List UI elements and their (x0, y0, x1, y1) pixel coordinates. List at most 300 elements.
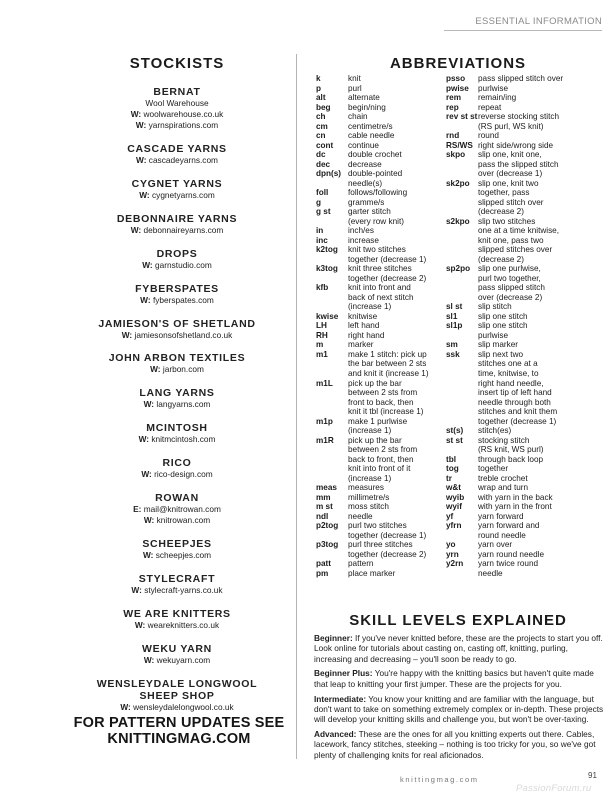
abbreviation-row (316, 160, 462, 170)
stockist-name: WENSLEYDALE LONGWOOL SHEEP SHOP (96, 678, 258, 703)
abbreviation-term: in (316, 226, 324, 236)
stockist-contact[interactable] (66, 655, 288, 666)
abbreviation-term (446, 417, 478, 427)
abbreviation-term: sl st (446, 302, 463, 312)
abbreviation-row (446, 483, 606, 493)
abbreviation-term (446, 331, 478, 341)
stockist-name: CASCADE YARNS (127, 142, 227, 155)
abbreviation-term (316, 550, 348, 560)
abbreviation-term (316, 388, 348, 398)
abbreviation-term (446, 255, 478, 265)
stockist-entry (66, 213, 288, 236)
abbreviation-term: dc (316, 150, 326, 160)
abbreviation-definition: together, pass (478, 188, 530, 198)
stockist-name: STYLECRAFT (138, 573, 216, 586)
abbreviation-definition: pass slipped stitch over (478, 74, 564, 83)
abbreviation-term: m (316, 340, 324, 350)
abbreviation-row (446, 426, 606, 436)
abbreviation-definition: slipped stitch over (478, 197, 544, 207)
contact-value: wekuyarn.com (156, 655, 211, 666)
abbreviation-definition: double crochet (348, 150, 402, 160)
abbreviation-row (316, 236, 462, 246)
abbreviation-term (446, 369, 478, 379)
abbreviation-term: w&t (446, 483, 462, 493)
contact-label: W: (130, 224, 142, 235)
contact-value: fyberspates.com (152, 294, 214, 305)
abbreviation-row (316, 283, 462, 293)
abbreviation-term (316, 369, 348, 379)
abbreviation-row (446, 350, 606, 360)
contact-value: cascadeyarns.com (148, 154, 218, 165)
abbreviation-term: yf (446, 511, 454, 521)
abbreviation-definition: knit into front of it (348, 464, 411, 474)
abbreviation-definition: yarn forward and (478, 521, 540, 531)
contact-label: W: (138, 434, 150, 445)
abbreviation-row (446, 302, 606, 312)
contact-label: W: (140, 294, 151, 305)
abbreviation-term: kfb (316, 283, 329, 293)
abbreviation-row (316, 502, 462, 512)
abbreviation-definition: one at a time knitwise, (478, 226, 560, 236)
abbreviation-definition: (RS knit, WS purl) (478, 445, 544, 455)
abbreviation-term (316, 255, 348, 265)
abbreviation-term: tbl (446, 454, 457, 464)
abbreviation-row (316, 340, 462, 350)
contact-label: W: (131, 585, 142, 596)
abbreviation-definition: purl two stitches (348, 521, 407, 531)
abbreviation-definition: purl two together, (478, 273, 541, 283)
abbreviation-definition: inch/es (348, 226, 374, 236)
abbreviation-definition: pick up the bar (348, 435, 402, 445)
abbreviation-definition: (every row knit) (348, 216, 404, 226)
stockist-name: ROWAN (155, 492, 199, 505)
abbreviation-definition: together (decrease 1) (478, 416, 557, 426)
abbreviation-definition: moss stitch (348, 502, 389, 512)
stockist-contact[interactable] (66, 109, 288, 120)
abbreviation-term: p3tog (316, 540, 339, 550)
abbreviation-row (316, 569, 462, 579)
abbreviation-term (316, 407, 348, 417)
abbreviation-definition: make 1 stitch: pick up (348, 349, 427, 359)
page-number: 91 (588, 771, 597, 780)
skill-level-description: You know your knitting and are familiar with the language, but don't want to take on something extremely complex or in-depth. These projects will develop your knitting skills and challenge you, but won't be over-taxing. (314, 693, 604, 725)
abbreviation-term (316, 217, 348, 227)
stockist-entry (66, 387, 288, 410)
abbreviation-definition: slip one stitch (478, 321, 528, 331)
abbreviation-row (316, 321, 462, 331)
abbreviation-definition: back to front, then (348, 454, 414, 464)
abbreviation-term: pwise (446, 83, 469, 93)
abbreviation-definition: yarn twice round (478, 559, 539, 569)
abbreviation-definition: with yarn in the front (478, 502, 552, 512)
abbreviation-term: skpo (446, 150, 466, 160)
abbreviation-term (316, 179, 348, 189)
stockist-name: MCINTOSH (146, 422, 208, 435)
abbreviation-term: meas (316, 483, 337, 493)
stockist-entry (66, 283, 288, 306)
stockist-name: JAMIESON'S OF SHETLAND (98, 317, 256, 330)
abbreviation-term: k2tog (316, 245, 338, 255)
abbreviation-term: tr (446, 473, 452, 483)
abbreviation-row (316, 493, 462, 503)
abbreviation-term (446, 388, 478, 398)
abbreviation-term (446, 169, 478, 179)
stockist-contact[interactable] (66, 620, 288, 631)
abbreviation-row (316, 464, 462, 474)
stockist-contact[interactable] (66, 225, 288, 236)
abbreviation-definition: together (478, 464, 509, 474)
abbreviation-row (316, 179, 462, 189)
contact-value: langyarns.com (156, 399, 211, 410)
skill-level-name: Advanced: (314, 729, 357, 740)
abbreviation-row (446, 274, 606, 284)
abbreviations-title: ABBREVIATIONS (389, 55, 527, 72)
pattern-updates-note (48, 715, 310, 747)
abbreviation-term: RH (316, 330, 328, 340)
page-footer-url: knittingmag.com (400, 775, 479, 784)
abbreviation-definition: purl three stitches (348, 540, 413, 550)
contact-label: W: (143, 399, 155, 410)
abbreviation-row (316, 302, 462, 312)
abbreviation-term: m1L (316, 378, 333, 388)
abbreviation-definition: over (decrease 1) (478, 169, 543, 179)
skill-level-paragraph (314, 668, 604, 689)
abbreviation-row (446, 112, 606, 122)
contact-value: rico-design.com (154, 469, 213, 480)
contact-label: W: (134, 620, 146, 631)
stockist-contact[interactable] (66, 98, 288, 109)
abbreviation-definition: knit one, pass two (478, 235, 544, 245)
abbreviation-term: rem (446, 93, 462, 103)
stockist-name: RICO (162, 457, 192, 470)
section-label: ESSENTIAL INFORMATION (444, 16, 602, 31)
skill-level-description: These are the ones for all you knitting experts out there. Cables, lacework, fancy stitches, steeking – nothing is too tricky for you, so we've got plenty of challenging knits for real aficionados. (314, 729, 596, 760)
abbreviation-definition: slip one purlwise, (478, 264, 541, 274)
abbreviation-term (446, 359, 478, 369)
abbreviation-row (316, 312, 462, 322)
abbreviation-definition: millimetre/s (348, 492, 390, 502)
abbreviation-term: RS/WS (446, 140, 473, 150)
abbreviation-row (316, 74, 462, 84)
abbreviation-row (446, 512, 606, 522)
abbreviation-term: wyib (446, 492, 465, 502)
abbreviation-term: k (316, 74, 321, 83)
skill-level-paragraph (314, 729, 604, 760)
abbreviation-row (446, 559, 606, 569)
abbreviation-row (316, 426, 462, 436)
abbreviation-term: m1p (316, 416, 333, 426)
skill-levels-title: SKILL LEVELS EXPLAINED (349, 612, 567, 629)
abbreviation-row (316, 369, 462, 379)
abbreviation-definition: right hand (348, 330, 385, 340)
stockist-contact[interactable] (66, 120, 288, 131)
stockist-list (66, 86, 288, 713)
stockist-name: WE ARE KNITTERS (123, 608, 231, 621)
stockist-contact[interactable] (66, 469, 288, 480)
abbreviation-row (446, 84, 606, 94)
abbreviation-definition: stitches and knit them (478, 407, 558, 417)
abbreviation-row (446, 550, 606, 560)
abbreviation-row (316, 226, 462, 236)
abbreviation-row (446, 445, 606, 455)
abbreviation-row (316, 417, 462, 427)
abbreviation-definition: between 2 sts from (348, 388, 418, 398)
abbreviation-row (316, 150, 462, 160)
abbreviation-definition: (decrease 2) (478, 254, 524, 264)
contact-value: Wool Warehouse (145, 98, 209, 108)
abbreviation-row (446, 283, 606, 293)
abbreviation-definition: pick up the bar (348, 378, 402, 388)
abbreviation-term: psso (446, 74, 466, 83)
abbreviation-row (446, 540, 606, 550)
skill-level-name: Beginner Plus: (314, 668, 373, 679)
abbreviation-definition: needle (348, 511, 373, 521)
stockist-entry (66, 178, 288, 201)
abbreviation-row (446, 340, 606, 350)
abbreviation-definition: make 1 purlwise (348, 416, 408, 426)
abbreviation-term (446, 569, 478, 579)
abbreviation-definition: slip one stitch (478, 311, 528, 321)
abbreviation-definition: front to back, then (348, 397, 414, 407)
skill-level-description: If you've never knitted before, these are the projects to start you off. Look online for tutorials about casting on, casting off, knitting, purling, increasing and decreasing – you'll soon be ready to go. (314, 633, 603, 664)
contact-value: garnstudio.com (155, 259, 212, 270)
abbreviation-row (446, 388, 606, 398)
abbreviation-row (316, 141, 462, 151)
abbreviation-term: ch (316, 112, 326, 122)
stockist-entry (66, 86, 288, 130)
stockist-entry (66, 643, 288, 666)
abbreviation-row (316, 540, 462, 550)
abbreviation-row (316, 350, 462, 360)
abbreviation-definition: (increase 1) (348, 302, 392, 312)
abbreviation-term (316, 426, 348, 436)
abbreviation-term: sk2po (446, 178, 470, 188)
skill-levels-body (314, 633, 604, 765)
abbreviation-term (316, 455, 348, 465)
abbreviation-definition: time, knitwise, to (478, 368, 539, 378)
skill-level-name: Intermediate: (314, 693, 367, 704)
abbreviation-definition: double-pointed (348, 169, 403, 179)
abbreviation-definition: and knit it (increase 1) (348, 368, 429, 378)
abbreviation-row (446, 398, 606, 408)
stockist-name: JOHN ARBON TEXTILES (108, 352, 246, 365)
abbreviation-definition: knit it tbl (increase 1) (348, 407, 424, 417)
abbreviation-term: inc (316, 235, 328, 245)
abbreviation-definition: slip one, knit one, (478, 150, 542, 160)
abbreviation-row (446, 312, 606, 322)
abbreviation-definition: round needle (478, 530, 526, 540)
abbreviation-definition: together (decrease 2) (348, 549, 427, 559)
stockist-contact[interactable] (66, 585, 288, 596)
abbreviation-definition: wrap and turn (478, 483, 529, 493)
abbreviation-definition: continue (348, 140, 379, 150)
skill-level-description: You're happy with the knitting basics but haven't quite made that leap to knitting your first jumper. These are the projects for you. (314, 668, 594, 689)
contact-label: W: (143, 655, 155, 666)
stockist-name: DEBONNAIRE YARNS (116, 212, 238, 225)
abbreviation-definition: together (decrease 2) (348, 273, 427, 283)
abbreviation-definition: with yarn in the back (478, 492, 553, 502)
abbreviation-row (316, 293, 462, 303)
abbreviation-term (446, 207, 478, 217)
contact-label: W: (135, 119, 147, 130)
abbreviation-row (446, 141, 606, 151)
abbreviation-term: yrn (446, 549, 459, 559)
abbreviation-term: wyif (446, 502, 462, 512)
abbreviation-definition: purlwise (478, 330, 509, 340)
stockist-name: BERNAT (153, 86, 201, 98)
abbreviation-row (316, 436, 462, 446)
abbreviation-row (446, 464, 606, 474)
abbreviation-term (446, 160, 478, 170)
abbreviation-definition: measures (348, 483, 384, 493)
abbreviation-row (316, 122, 462, 132)
stockist-contact[interactable] (66, 155, 288, 166)
abbreviation-definition: slip one, knit two (478, 178, 539, 188)
stockist-contact[interactable] (66, 550, 288, 561)
abbreviation-term: sl1 (446, 311, 458, 321)
abbreviation-row (446, 369, 606, 379)
abbreviation-row (446, 122, 606, 132)
stockist-contact[interactable] (66, 504, 288, 515)
abbreviation-definition: reverse stocking stitch (478, 112, 559, 122)
stockist-contact[interactable] (66, 295, 288, 306)
stockist-contact[interactable] (66, 399, 288, 410)
abbreviation-definition: alternate (348, 93, 380, 103)
abbreviation-row (316, 445, 462, 455)
contact-value: debonnaireyarns.com (143, 224, 224, 235)
abbreviation-definition: slip marker (478, 340, 519, 350)
abbreviation-definition: the bar between 2 sts (348, 359, 427, 369)
abbreviation-term (316, 531, 348, 541)
abbreviation-definition: (increase 1) (348, 426, 392, 436)
abbreviation-definition: needle through both (478, 397, 551, 407)
contact-label: W: (130, 108, 142, 119)
abbreviation-row (316, 474, 462, 484)
stockist-contact[interactable] (66, 364, 288, 375)
abbreviation-row (316, 331, 462, 341)
abbreviation-term: sm (446, 340, 458, 350)
abbreviation-term: y2rn (446, 559, 464, 569)
abbreviation-row (446, 417, 606, 427)
abbreviation-term: rnd (446, 131, 460, 141)
abbreviation-term: ssk (446, 349, 460, 359)
stockist-entry (66, 248, 288, 271)
abbreviation-row (316, 359, 462, 369)
abbreviation-row (316, 131, 462, 141)
abbreviation-row (446, 264, 606, 274)
abbreviation-term: LH (316, 321, 327, 331)
stockist-entry (66, 538, 288, 561)
stockist-contact[interactable] (66, 515, 288, 526)
stockist-entry (66, 143, 288, 166)
stockist-name: SCHEEPJES (142, 538, 212, 551)
stockist-contact[interactable] (66, 260, 288, 271)
abbreviation-definition: knit into front and (348, 283, 411, 293)
abbreviation-term (316, 474, 348, 484)
abbreviation-term (446, 236, 478, 246)
abbreviation-definition: stitches one at a (478, 359, 538, 369)
abbreviation-term: p2tog (316, 521, 339, 531)
stockist-name: WEKU YARN (142, 643, 212, 656)
pattern-updates-line2: KNITTINGMAG.COM (107, 731, 251, 747)
abbreviation-row (446, 236, 606, 246)
abbreviation-definition: place marker (348, 568, 396, 578)
abbreviation-definition: garter stitch (348, 207, 391, 217)
abbreviation-row (316, 379, 462, 389)
abbreviation-definition: (decrease 2) (478, 207, 524, 217)
watermark: PassionForum.ru (516, 783, 592, 794)
abbreviation-term (446, 379, 478, 389)
abbreviation-definition: centimetre/s (348, 121, 393, 131)
abbreviation-row (316, 103, 462, 113)
stockist-contact[interactable] (66, 702, 288, 713)
stockist-contact[interactable] (66, 330, 288, 341)
abbreviation-term: pm (316, 568, 329, 578)
column-divider (296, 54, 297, 759)
abbreviation-term: rev st st (446, 112, 478, 122)
abbreviation-term (446, 188, 478, 198)
abbreviation-definition: (increase 1) (348, 473, 392, 483)
contact-label: W: (143, 515, 155, 526)
abbreviation-term (316, 359, 348, 369)
abbreviation-definition: purlwise (478, 83, 509, 93)
abbreviation-term (316, 464, 348, 474)
contact-label: W: (139, 189, 150, 200)
stockist-entry (66, 457, 288, 480)
abbreviation-row (316, 274, 462, 284)
abbreviation-row (446, 93, 606, 103)
abbreviation-definition: needle (478, 568, 503, 578)
abbreviation-definition: yarn over (478, 540, 513, 550)
stockist-contact[interactable] (66, 190, 288, 201)
abbreviation-row (446, 160, 606, 170)
abbreviation-row (446, 255, 606, 265)
abbreviation-term: alt (316, 93, 326, 103)
abbreviation-row (446, 150, 606, 160)
abbreviation-row (316, 245, 462, 255)
abbreviation-definition: begin/ning (348, 102, 386, 112)
abbreviation-term: ndl (316, 511, 329, 521)
abbreviation-term (446, 283, 478, 293)
abbreviation-definition: remain/ing (478, 93, 517, 103)
abbreviation-row (316, 217, 462, 227)
contact-value: wensleydalelongwool.co.uk (133, 702, 234, 713)
abbreviation-definition: knitwise (348, 311, 378, 321)
stockist-name: CYGNET YARNS (131, 177, 223, 190)
abbreviation-term: cn (316, 131, 326, 141)
contact-value: knitmcintosh.com (151, 434, 216, 445)
contact-value: knitrowan.com (156, 515, 211, 526)
abbreviation-term: rep (446, 102, 459, 112)
abbreviation-row (446, 407, 606, 417)
abbreviation-term: yo (446, 540, 456, 550)
abbreviation-row (446, 521, 606, 531)
contact-label: W: (150, 364, 161, 375)
abbreviation-row (316, 188, 462, 198)
abbreviation-term: st st (446, 435, 463, 445)
abbreviation-definition: pattern (348, 559, 374, 569)
abbreviation-row (446, 226, 606, 236)
abbreviation-definition: right hand needle, (478, 378, 544, 388)
abbreviation-definition: stitch(es) (478, 426, 512, 436)
stockist-entry (66, 573, 288, 596)
stockist-contact[interactable] (66, 434, 288, 445)
abbreviation-row (316, 483, 462, 493)
abbreviation-row (446, 331, 606, 341)
abbreviation-row (446, 359, 606, 369)
abbreviation-term (446, 531, 478, 541)
stockist-entry (66, 422, 288, 445)
